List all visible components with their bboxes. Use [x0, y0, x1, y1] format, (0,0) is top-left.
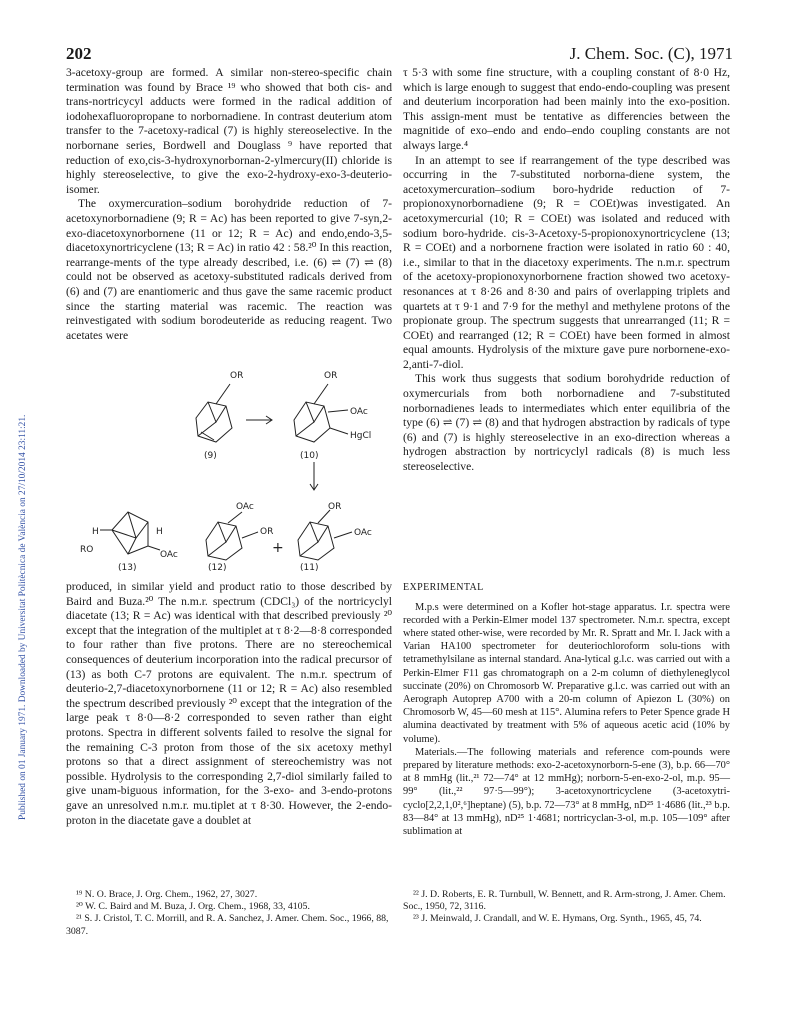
scheme-label: OAc: [236, 502, 254, 512]
scheme-label: (12): [208, 563, 227, 573]
scheme-label: OR: [230, 371, 244, 381]
paragraph: This work thus suggests that sodium borohydride reduction of oxymercurials from both norbornadiene and 7-substituted norbornadienes leads to intermediates which enter equilibria of the type (6) ⇌ (7) ⇌ (8) and that hydrogen abstraction by radicals of type (6) and (7) is highly stereoselective in an exo-direction whereas a hydrogen abstraction by nortricyclyl radicals (8) is much less stereoselective.: [403, 372, 730, 474]
footnote: ²² J. D. Roberts, E. R. Turnbull, W. Bennett, and R. Arm-strong, J. Amer. Chem. Soc., 1950, 72, 3116.: [403, 889, 726, 913]
scheme-plus: +: [272, 540, 284, 556]
scheme-label: OR: [260, 527, 274, 537]
scheme-label: HgCl: [350, 431, 372, 441]
paragraph: In an attempt to see if rearrangement of the type described was occurring in the 7-substituted norborna-diene system, the acetoxymercuration–sodium boro-hydride reduction of 7-propionoxynorbornadiene (9; R = COEt)was investigated. An acetoxymercurial (10; R = COEt) was isolated and reduced with sodium boro-hydride. cis-3-Acetoxy-5-propionoxynortricyclene (13; R = COEt) and a norbornene fraction were isolated in ratio 60 : 40, i.e., similar to that in the diacetoxy experiments. The n.m.r. spectrum of the acetoxy-propionoxynorbornene fraction showed two acetoxy-resonances at τ 8·26 and 8·30 and pairs of overlapping triplets and quartets at τ 9·1 and 7·9 for the methyl and methylene protons of the propionate group. The spectrum suggests that unrearranged (11; R = COEt) and rearranged (12; R = COEt) have been formed in almost equal amounts. Hydrolysis of the mixture gave pure norbornene-exo-2,anti-7-diol.: [403, 153, 730, 371]
experimental-section: [403, 581, 730, 838]
left-column-top: [66, 66, 392, 343]
footnote: ²³ J. Meinwald, J. Crandall, and W. E. Hymans, Org. Synth., 1965, 45, 74.: [413, 913, 702, 925]
paragraph: produced, in similar yield and product ratio to those described by Baird and Buza.²⁰ The n.m.r. spectrum (CDCl₃) of the nortricyclyl diacetate (13; R = Ac) was identical with that described previously ²⁰ except that the integration of the multiplet at τ 8·2—8·8 corresponded to four rather than five protons. There are no stereochemical consequences of deuterium incorporation into the radical precursor of (13) as both C-7 protons are equivalent. The n.m.r. spectrum of deuterio-2,7-diacetoxynorbornene (11 or 12; R = Ac) also resembled the spectrum described previously ²⁰ except that the integration of the large peak τ 8·0—8·2 corresponded to seven rather than eight protons. Spectra in different solvents failed to resolve the signal for the remaining C-3 proton from those of the six acetoxy methyl protons so that a direct assignment of stereochemistry was not possible. Hydrolysis to the corresponding 2,7-diol similarly failed to give unam-biguous information, for the 3-exo- and 3-endo-protons gave an unresolved n.m.r. mu.tiplet at τ 8·30. However, the 2-endo-proton in the diacetate gave a doublet at: [66, 580, 392, 827]
scheme-label: OR: [324, 371, 338, 381]
download-watermark[interactable]: [6, 160, 28, 820]
scheme-label: OR: [328, 502, 342, 512]
paragraph: Materials.—The following materials and reference com-pounds were prepared by literature methods: exo-2-acetoxynorborn-5-ene (3), b.p. 66—70° at 8 mmHg (lit.,²¹ 72—74° at 12 mmHg); norborn-5-en-exo-2-ol, m.p. 95—99° (lit.,²² 97·5—99°); 3-acetoxynortricyclene (3-acetoxytri-cyclo[2,2,1,0²,⁶]heptane) (5), b.p. 72—73° at 8 mmHg, nD²⁵ 1·4686 (lit.,²³ b.p. 83—84° at 13 mmHg), nD²⁵ 1·4681; nortricyclan-3-ol, m.p. 105—109° after sublimation at: [403, 746, 730, 838]
scheme-label: OAc: [354, 528, 372, 538]
structure-12: [206, 522, 242, 560]
scheme-label: (9): [204, 451, 217, 461]
structure-13: [112, 512, 148, 554]
section-heading: EXPERIMENTAL: [403, 582, 484, 593]
reaction-scheme: [66, 362, 392, 574]
structure-11: [298, 522, 334, 560]
footnotes-left: [66, 889, 392, 938]
right-column-top: [403, 66, 730, 475]
paragraph: 3-acetoxy-group are formed. A similar non-stereo-specific chain termination was found by Brace ¹⁹ who showed that both cis- and trans-nortricycyl adducts were formed in the radical addition of iodohexafluoropropane to norbornadiene. In contrast deuterium atom transfer to the 7-acetoxy-radical (7) is highly stereoselective. In the norbornane series, Bordwell and Douglass ⁹ have reported that reduction of exo,cis-3-hydroxynorbornan-2-ylmercury(II) chloride is highly stereoselective, to give the exo-2-hydroxy-exo-3-deuterio-isomer.: [66, 66, 392, 196]
structure-10: [294, 402, 330, 442]
scheme-label: (13): [118, 563, 137, 573]
footnotes-right: [403, 889, 730, 926]
left-column-bottom: [66, 580, 392, 828]
scheme-label: RO: [80, 545, 94, 555]
scheme-label: OAc: [160, 550, 178, 560]
paragraph: τ 5·3 with some fine structure, with a coupling constant of 8·0 Hz, which is large enough to suggest that endo-endo-coupling was present and deuterium incorporation had been mainly into the exo-position. This assign-ment must be tentative as differencies between the magnitide of exo–endo and endo–endo coupling constants are not always large.⁴: [403, 66, 730, 152]
journal-header: J. Chem. Soc. (C), 1971: [569, 44, 733, 63]
paragraph: The oxymercuration–sodium borohydride reduction of 7-acetoxynorbornadiene (9; R = Ac) has been reported to give 7-syn,2-exo-diacetoxynorbornene (11 or 12; R = Ac) and endo,endo-3,5-diacetoxynortricyclene (13; R = Ac) in ratio 42 : 58.²⁰ In this reaction, rearrange-ments of the type already described, i.e. (6) ⇌ (7) ⇌ (8) could not be observed as acetoxy-substituted radicals derived from (6) and (7) are enantiomeric and thus gave the same racemic product since the starting material was racemic. The reaction was reinvestigated with sodium borodeuteride as reducing reagent. Two acetates were: [66, 197, 392, 342]
scheme-label: OAc: [350, 407, 368, 417]
scheme-label: H: [92, 527, 99, 537]
footnote: ²¹ S. J. Cristol, T. C. Morrill, and R. A. Sanchez, J. Amer. Chem. Soc., 1966, 88, 3087.: [66, 913, 389, 937]
paragraph: M.p.s were determined on a Kofler hot-stage apparatus. I.r. spectra were recorded with a Perkin-Elmer model 137 spectrometer. N.m.r. spectra, except where stated other-wise, were recorded by Mr. R. Spratt and Mr. I. Jack with a Varian HA100 spectrometer for deuteriochloroform solu-tions with tetramethylsilane as internal standard. Ana-lytical g.l.c. was carried out with a Perkin-Elmer F11 gas chromatograph on a 2-m column of diethyleneglycol succinate (20%) on Chromosorb W. Preparative g.l.c. was carried out with an Aerograph Autoprep A700 with a 20-m column of Apiezon L (30%) on Chromosorb W, 45—60 mesh at 115°. Alumina refers to Peter Spence grade H alumina deactivated by treatment with 5% of aqueous acetic acid (10% by volume).: [403, 601, 730, 745]
footnote: ²⁰ W. C. Baird and M. Buza, J. Org. Chem., 1968, 33, 4105.: [76, 901, 310, 913]
scheme-label: (11): [300, 563, 319, 573]
page-number: 202: [66, 44, 92, 63]
download-watermark-text[interactable]: Published on 01 January 1971. Downloaded by Universitat Politècnica de València on 27/10/2014 23:11:21.: [18, 414, 28, 820]
footnote: ¹⁹ N. O. Brace, J. Org. Chem., 1962, 27, 3027.: [76, 889, 258, 900]
scheme-label: H: [156, 527, 163, 537]
scheme-label: (10): [300, 451, 319, 461]
structure-9: [196, 402, 232, 442]
